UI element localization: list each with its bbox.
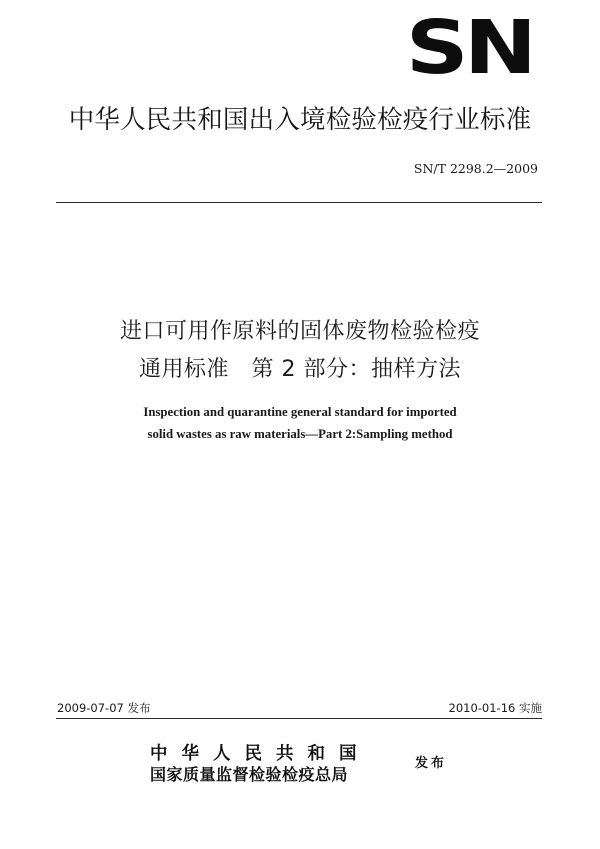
bottom-divider xyxy=(56,718,542,719)
issuer-country: 中华人民共和国 xyxy=(150,744,371,764)
sn-logo: SN xyxy=(405,5,533,91)
english-title-line1: Inspection and quarantine general standard for imported xyxy=(143,405,457,419)
issuer-agency: 国家质量监督检验检疫总局 xyxy=(150,765,349,784)
english-title-line2: solid wastes as raw materials—Part 2:Sampling method xyxy=(147,427,453,441)
standard-type-title: 中华人民共和国出入境检验检疫行业标准 xyxy=(68,105,532,135)
chinese-title-line1: 进口可用作原料的固体废物检验检疫 xyxy=(119,319,480,344)
issue-date: 2009-07-07 发布 xyxy=(57,701,151,715)
implementation-date: 2010-01-16 实施 xyxy=(448,701,542,715)
top-divider xyxy=(56,202,542,203)
publish-label: 发布 xyxy=(415,756,448,771)
chinese-title-line2: 通用标准 第 2 部分：抽样方法 xyxy=(139,357,461,382)
standard-number: SN/T 2298.2—2009 xyxy=(413,161,538,176)
